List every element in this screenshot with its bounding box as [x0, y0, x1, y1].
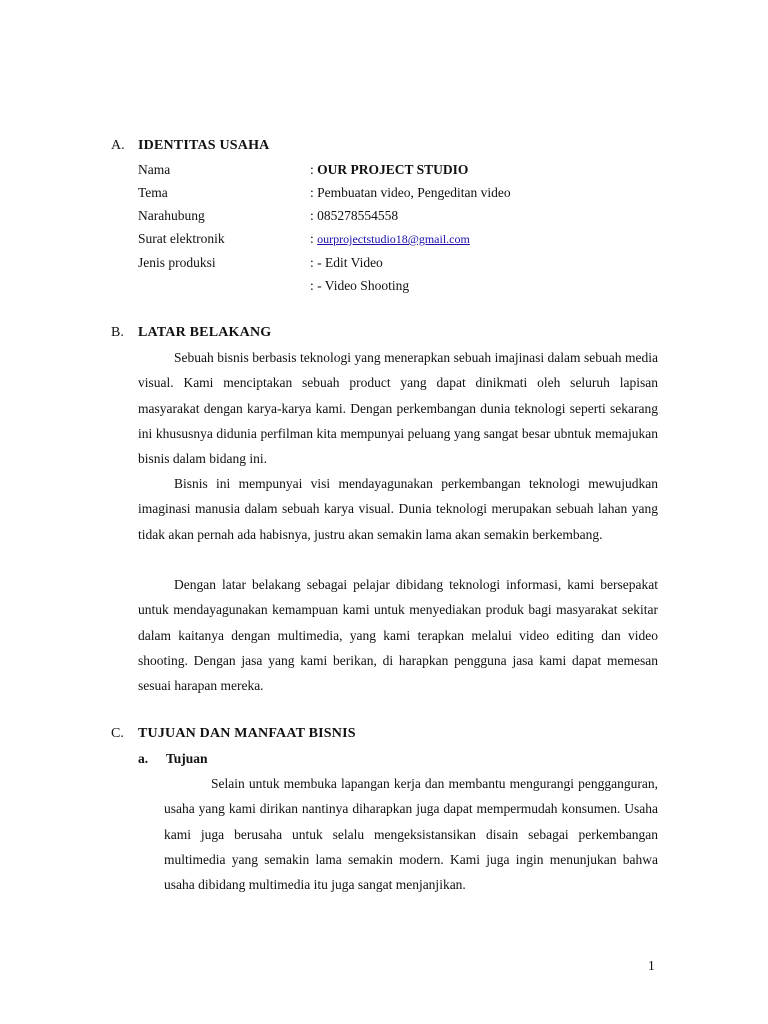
- section-a-letter: A.: [111, 138, 125, 153]
- page-number: 1: [648, 958, 655, 973]
- business-name: OUR PROJECT STUDIO: [317, 162, 469, 177]
- colon-prefix: :: [310, 162, 318, 177]
- identity-label: Surat elektronik: [138, 231, 225, 246]
- section-b-title: LATAR BELAKANG: [138, 325, 272, 340]
- identity-value: : 085278554558: [310, 208, 399, 223]
- subsection-a-letter: a.: [138, 751, 149, 766]
- background-paragraph-2: Bisnis ini mempunyai visi mendayagunakan perkembangan teknologi mewujudkan imaginasi manusia dalam sebuah karya visual. Dunia teknologi merupakan sebuah lahan yang tidak akan pernah ada habisnya, justru akan semakin lama akan semakin berkembang.: [138, 476, 658, 542]
- identity-label: Nama: [138, 162, 171, 177]
- email-link[interactable]: ourprojectstudio18@gmail.com: [317, 232, 470, 246]
- identity-row-name: [138, 162, 658, 182]
- identity-row-production: [138, 255, 658, 275]
- identity-value: : - Edit Video: [310, 255, 383, 270]
- subsection-a-title: Tujuan: [166, 751, 208, 766]
- section-b-letter: B.: [111, 325, 124, 340]
- identity-row-production-2: [138, 278, 658, 298]
- identity-label: Tema: [138, 185, 168, 200]
- section-c-title: TUJUAN DAN MANFAAT BISNIS: [138, 726, 356, 741]
- identity-label: Narahubung: [138, 208, 205, 223]
- identity-value: [310, 162, 468, 178]
- background-paragraph-1: Sebuah bisnis berbasis teknologi yang menerapkan sebuah imajinasi dalam sebuah media visual. Kami menciptakan sebuah product yang dapat dinikmati oleh seluruh lapisan masyarakat dengan karya-karya kami. Dengan perkembangan dunia teknologi seperti sekarang ini khususnya didunia perfilman kita mempunyai peluang yang sangat besar ubntuk memajukan bisnis dalam bidang ini.: [138, 350, 658, 467]
- identity-value: : - Video Shooting: [310, 278, 410, 293]
- identity-row-contact: [138, 208, 658, 228]
- identity-value: : Pembuatan video, Pengeditan video: [310, 185, 511, 200]
- identity-value: [310, 231, 470, 247]
- identity-row-email: [138, 231, 658, 251]
- colon-prefix: :: [310, 231, 318, 246]
- section-a-title: IDENTITAS USAHA: [138, 138, 270, 153]
- background-paragraph-3: Dengan latar belakang sebagai pelajar dibidang teknologi informasi, kami bersepakat untuk mendayagunakan kemampuan kami untuk menyediakan produk bagi masyarakat sekitar dalam kaitanya dengan multimedia, yang kami terapkan melalui video editing dan video shooting. Dengan jasa yang kami berikan, di harapkan pengguna jasa kami dapat memesan sesuai harapan mereka.: [138, 577, 658, 694]
- purpose-paragraph: Selain untuk membuka lapangan kerja dan membantu mengurangi pengganguran, usaha yang kami dirikan nantinya diharapkan juga dapat mempermudah konsumen. Usaha kami juga berusaha untuk selalu mengeksistansikan disain sebagai perkembangan multimedia yang semakin lama semakin modern. Kami juga ingin menunjukan bahwa usaha dibidang multimedia itu juga sangat menjanjikan.: [164, 776, 658, 893]
- subsection-a-heading: [138, 751, 208, 767]
- identity-label: Jenis produksi: [138, 255, 216, 270]
- section-c-letter: C.: [111, 726, 124, 741]
- identity-row-theme: [138, 185, 658, 205]
